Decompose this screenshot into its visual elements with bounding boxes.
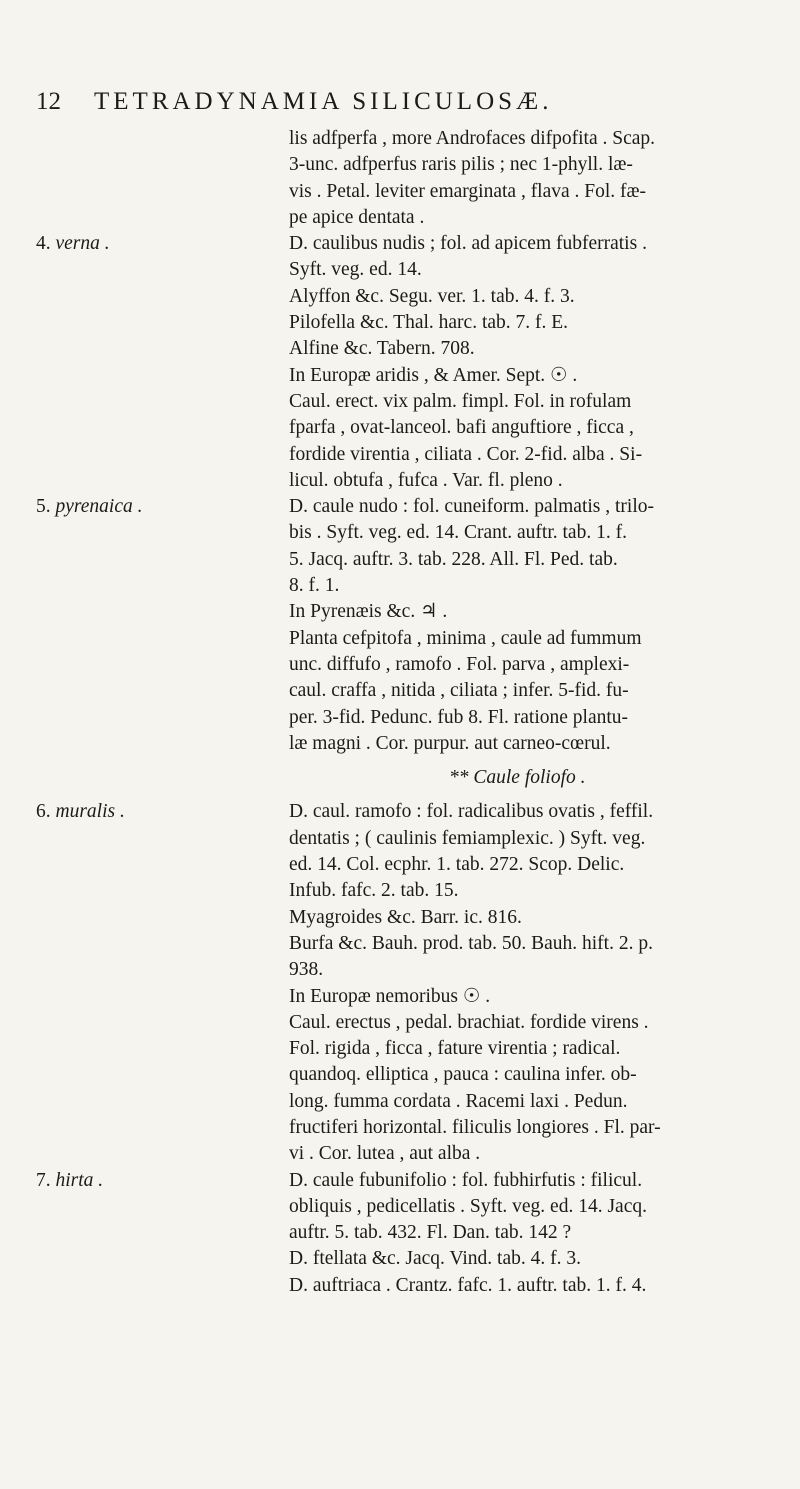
text-line: D. ftellata &c. Jacq. Vind. tab. 4. f. 3. [289,1248,581,1270]
text-line: per. 3-fid. Pedunc. fub 8. Fl. ratione plantu- [289,706,629,728]
text-line: D. caulibus nudis ; fol. ad apicem fubferratis . [289,233,647,255]
text-line: Fol. rigida , ficca , fature virentia ; radical. [289,1038,621,1060]
species-text [289,799,760,1167]
empty-margin [36,126,289,231]
species-entry [36,1168,760,1299]
text-line: fordide virentia , ciliata . Cor. 2-fid. alba . Si- [289,443,643,465]
text-line: 3-unc. adfperfus raris pilis ; nec 1-phyll. læ- [289,154,633,176]
text-line: long. fumma cordata . Racemi laxi . Pedun. [289,1090,628,1112]
text-line: Pilofella &c. Thal. harc. tab. 7. f. E. [289,312,569,334]
text-line: fructiferi horizontal. filiculis longiores . Fl. par- [289,1116,661,1138]
page-header [36,88,760,116]
text-line: In Europæ aridis , & Amer. Sept. ☉ . [289,364,578,386]
text-line: vis . Petal. leviter emarginata , flava . Fol. fæ- [289,180,647,202]
species-number: 6. [36,801,51,823]
text-line: fparfa , ovat-lanceol. bafi anguftiore , ficca , [289,417,634,439]
species-label [36,1168,289,1299]
text-line: pe apice dentata . [289,206,425,228]
text-line: bis . Syft. veg. ed. 14. Crant. auftr. tab. 1. f. [289,522,627,544]
text-line: D. caule fubunifolio : fol. fubhirfutis : filicul. [289,1169,643,1191]
species-text [289,231,760,494]
page-body [36,126,760,1299]
species-entry [36,231,760,494]
running-title: TETRADYNAMIA SILICULOSÆ. [94,88,553,115]
text-line: læ magni . Cor. purpur. aut carneo-cœrul. [289,732,611,754]
text-line: vi . Cor. lutea , aut alba . [289,1143,481,1165]
text-line: Infub. fafc. 2. tab. 15. [289,880,459,902]
text-line: Alyffon &c. Segu. ver. 1. tab. 4. f. 3. [289,285,575,307]
page-number: 12 [36,88,61,115]
text-line: unc. diffufo , ramofo . Fol. parva , amplexi- [289,653,630,675]
species-number: 7. [36,1169,51,1191]
text-line: Caul. erectus , pedal. brachiat. fordide virens . [289,1011,649,1033]
text-line: Burfa &c. Bauh. prod. tab. 50. Bauh. hift. 2. p. [289,932,653,954]
text-line: caul. craffa , nitida , ciliata ; infer. 5-fid. fu- [289,680,629,702]
species-name: muralis . [55,801,125,823]
text-line: lis adfperfa , more Androfaces difpofita . Scap. [289,128,656,149]
text-line: In Europæ nemoribus ☉ . [289,985,491,1007]
species-name: pyrenaica . [55,496,143,518]
lead-text [289,126,760,231]
species-name: hirta . [55,1169,104,1191]
text-line: obliquis , pedicellatis . Syft. veg. ed. 14. Jacq. [289,1195,647,1217]
text-line: D. caul. ramofo : fol. radicalibus ovatis , feffil. [289,801,654,823]
text-line: quandoq. elliptica , pauca : caulina infer. ob- [289,1064,637,1086]
species-text [289,494,760,757]
text-line: 5. Jacq. auftr. 3. tab. 228. All. Fl. Ped. tab. [289,548,618,570]
text-line: 8. f. 1. [289,575,340,597]
species-entry [36,799,760,1167]
lead-entry [36,126,760,231]
text-line: Alfine &c. Tabern. 708. [289,338,475,360]
species-entry [36,494,760,757]
text-line: licul. obtufa , fufca . Var. fl. pleno . [289,469,563,491]
text-line: Myagroides &c. Barr. ic. 816. [289,906,522,928]
text-line: D. auftriaca . Crantz. fafc. 1. auftr. tab. 1. f. 4. [289,1274,647,1296]
text-line: Caul. erect. vix palm. fimpl. Fol. in rofulam [289,390,632,412]
species-label [36,231,289,494]
text-line: Planta cefpitofa , minima , caule ad fummum [289,627,642,649]
species-label [36,799,289,1167]
text-line: In Pyrenæis &c. ♃ . [289,601,448,623]
species-text [289,1168,760,1299]
species-label [36,494,289,757]
text-line: Syft. veg. ed. 14. [289,259,422,281]
text-line: D. caule nudo : fol. cuneiform. palmatis , trilo- [289,496,654,518]
species-number: 5. [36,496,51,518]
species-number: 4. [36,233,51,255]
text-line: ed. 14. Col. ecphr. 1. tab. 272. Scop. Delic. [289,854,625,876]
text-line: 938. [289,959,324,981]
section-heading: ** Caule foliofo . [449,767,586,789]
species-name: verna . [55,233,110,255]
text-line: auftr. 5. tab. 432. Fl. Dan. tab. 142 ? [289,1222,572,1244]
text-line: dentatis ; ( caulinis femiamplexic. ) Syft. veg. [289,827,646,849]
